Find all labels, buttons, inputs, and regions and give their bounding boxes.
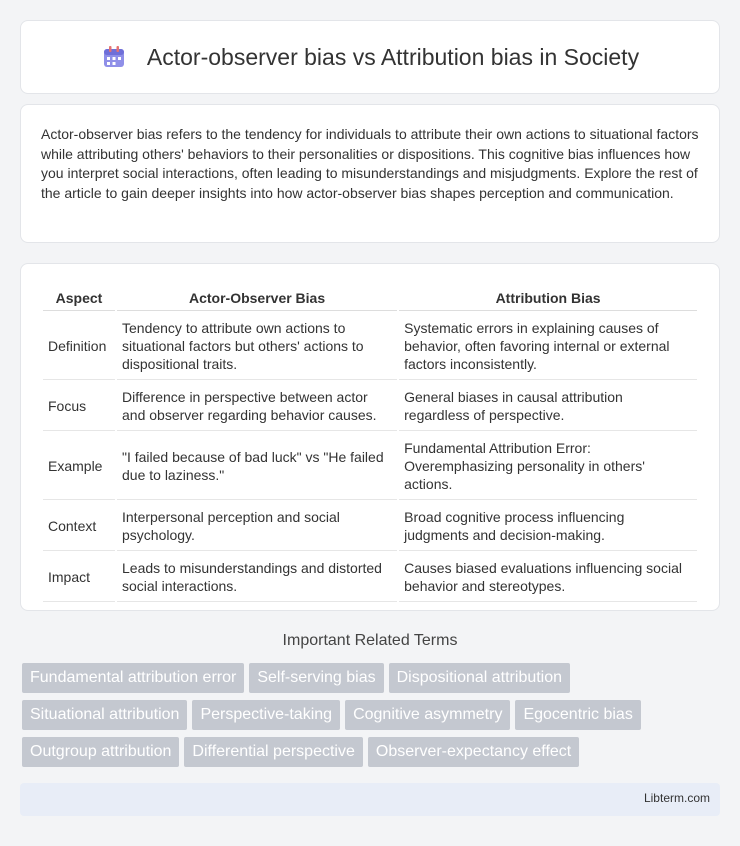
row-aspect: Focus — [43, 382, 115, 431]
footer-link[interactable]: Libterm.com — [643, 791, 710, 805]
intro-text: Actor-observer bias refers to the tendency for individuals to attribute their own actions to situational factors while attributing others' behaviors to their personalities or dispositions. This cognitive bias influences how you interpret social interactions, often leading to misunderstandings and misjudgments. Explore the rest of the article to gain deeper insights into how actor-observer bias shapes perception and communication. — [41, 126, 699, 201]
related-term-tag[interactable]: Situational attribution — [22, 700, 187, 730]
page-title: Actor-observer bias vs Attribution bias in Society — [146, 43, 640, 70]
table-row — [43, 502, 697, 551]
table-row — [43, 382, 697, 431]
related-term-tag[interactable]: Outgroup attribution — [22, 737, 179, 767]
related-term-tag[interactable]: Fundamental attribution error — [22, 663, 244, 693]
related-terms-list — [22, 663, 722, 774]
row-aspect: Impact — [43, 553, 115, 602]
row-actor-observer: Leads to misunderstandings and distorted social interactions. — [117, 553, 397, 602]
row-aspect: Context — [43, 502, 115, 551]
title-card — [20, 20, 720, 94]
related-term-tag[interactable]: Self-serving bias — [249, 663, 383, 693]
comparison-card — [20, 263, 720, 611]
row-attribution: Systematic errors in explaining causes of behavior, often favoring internal or external factors inconsistently. — [399, 313, 697, 380]
table-header-row — [43, 286, 697, 311]
related-term-tag[interactable]: Dispositional attribution — [389, 663, 570, 693]
related-term-tag[interactable]: Differential perspective — [184, 737, 362, 767]
row-attribution: Broad cognitive process influencing judgments and decision-making. — [399, 502, 697, 551]
row-aspect: Example — [43, 433, 115, 500]
row-attribution: Fundamental Attribution Error: Overemphasizing personality in others' actions. — [399, 433, 697, 500]
row-aspect: Definition — [43, 313, 115, 380]
related-term-tag[interactable]: Observer-expectancy effect — [368, 737, 579, 767]
related-term-tag[interactable]: Egocentric bias — [515, 700, 640, 730]
related-terms-title: Important Related Terms — [282, 632, 458, 649]
row-attribution: Causes biased evaluations influencing social behavior and stereotypes. — [399, 553, 697, 602]
header-attribution: Attribution Bias — [399, 286, 697, 311]
header-actor-observer: Actor-Observer Bias — [117, 286, 397, 311]
table-row — [43, 313, 697, 380]
row-actor-observer: Difference in perspective between actor and observer regarding behavior causes. — [117, 382, 397, 431]
row-actor-observer: Tendency to attribute own actions to situational factors but others' actions to dispositional traits. — [117, 313, 397, 380]
calendar-icon — [101, 44, 127, 70]
comparison-table — [41, 284, 699, 604]
footer — [20, 783, 720, 816]
related-term-tag[interactable]: Perspective-taking — [192, 700, 340, 730]
row-actor-observer: "I failed because of bad luck" vs "He failed due to laziness." — [117, 433, 397, 500]
row-attribution: General biases in causal attribution regardless of perspective. — [399, 382, 697, 431]
table-row — [43, 433, 697, 500]
header-aspect: Aspect — [43, 286, 115, 311]
table-row — [43, 553, 697, 602]
intro-card — [20, 104, 720, 243]
related-term-tag[interactable]: Cognitive asymmetry — [345, 700, 510, 730]
row-actor-observer: Interpersonal perception and social psychology. — [117, 502, 397, 551]
